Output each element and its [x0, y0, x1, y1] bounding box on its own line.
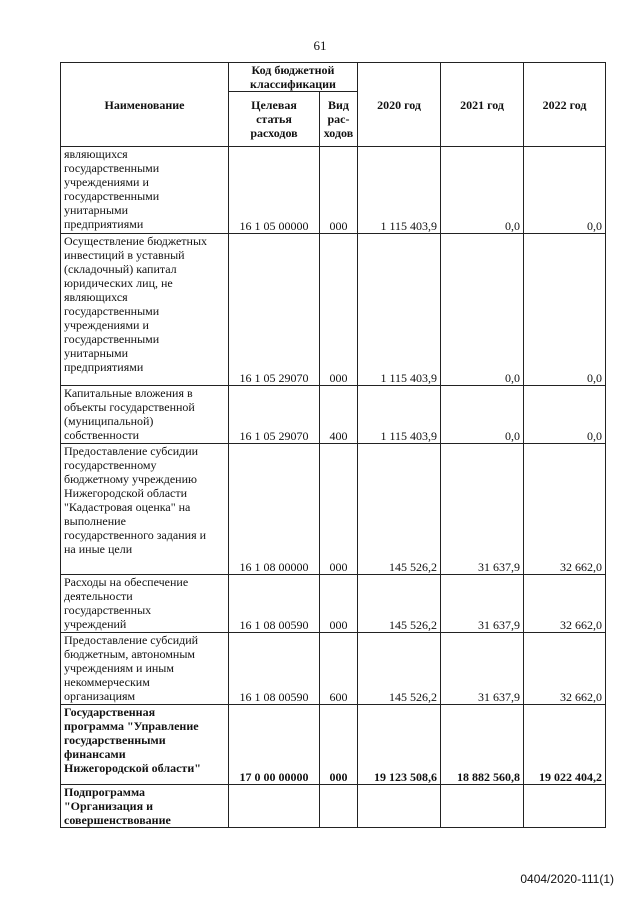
table-row	[61, 633, 606, 705]
row-value-2020: 1 115 403,9	[358, 234, 441, 386]
header-target: Целевая статья расходов	[229, 92, 320, 147]
row-target-code: 17 0 00 00000	[229, 705, 320, 785]
table-row	[61, 147, 606, 234]
row-value-2022: 32 662,0	[524, 444, 606, 575]
row-name: Предоставление субсидии государственному бюджетному учреждению Нижегородской области "Кадастровая оценка" на выполнение государственного задания и на иные цели	[61, 444, 229, 575]
row-target-code: 16 1 08 00590	[229, 575, 320, 633]
header-2020: 2020 год	[358, 63, 441, 147]
row-value-2020	[358, 785, 441, 828]
row-target-code: 16 1 05 00000	[229, 147, 320, 234]
row-name: Расходы на обеспечение деятельности государственных учреждений	[61, 575, 229, 633]
row-expense-type: 600	[320, 633, 358, 705]
row-target-code: 16 1 05 29070	[229, 234, 320, 386]
table-row	[61, 386, 606, 444]
page-number: 61	[313, 38, 327, 53]
row-value-2022	[524, 785, 606, 828]
row-expense-type: 000	[320, 705, 358, 785]
row-value-2022: 0,0	[524, 234, 606, 386]
table-body	[61, 147, 606, 828]
row-value-2020: 1 115 403,9	[358, 386, 441, 444]
row-value-2022: 19 022 404,2	[524, 705, 606, 785]
document-code: 0404/2020-111(1)	[520, 872, 614, 886]
row-name: Капитальные вложения в объекты государственной (муниципальной) собственности	[61, 386, 229, 444]
row-value-2022: 32 662,0	[524, 633, 606, 705]
row-value-2022: 0,0	[524, 147, 606, 234]
table-row	[61, 234, 606, 386]
header-code-group: Код бюджетной классификации	[229, 63, 358, 92]
row-value-2022: 0,0	[524, 386, 606, 444]
row-value-2020: 145 526,2	[358, 575, 441, 633]
row-target-code: 16 1 05 29070	[229, 386, 320, 444]
table-row	[61, 575, 606, 633]
row-value-2021: 31 637,9	[441, 444, 524, 575]
row-expense-type: 400	[320, 386, 358, 444]
row-name: Предоставление субсидий бюджетным, автономным учреждениям и иным некоммерческим организациям	[61, 633, 229, 705]
row-expense-type	[320, 785, 358, 828]
row-value-2020: 145 526,2	[358, 633, 441, 705]
header-2021: 2021 год	[441, 63, 524, 147]
header-name: Наименование	[61, 63, 229, 147]
row-name: являющихся государственными учреждениями и государственными унитарными предприятиями	[61, 147, 229, 234]
row-value-2020: 145 526,2	[358, 444, 441, 575]
row-value-2021	[441, 785, 524, 828]
row-value-2022: 32 662,0	[524, 575, 606, 633]
table-row	[61, 444, 606, 575]
row-target-code: 16 1 08 00590	[229, 633, 320, 705]
header-2022: 2022 год	[524, 63, 606, 147]
row-value-2021: 0,0	[441, 386, 524, 444]
row-target-code: 16 1 08 00000	[229, 444, 320, 575]
row-value-2021: 31 637,9	[441, 575, 524, 633]
row-name: Осуществление бюджетных инвестиций в уставный (складочный) капитал юридических лиц, не являющихся государственными учреждениями и государственными унитарными предприятиями	[61, 234, 229, 386]
budget-table	[60, 62, 606, 828]
row-value-2021: 0,0	[441, 147, 524, 234]
table-row	[61, 785, 606, 828]
row-target-code	[229, 785, 320, 828]
row-expense-type: 000	[320, 444, 358, 575]
row-value-2021: 18 882 560,8	[441, 705, 524, 785]
row-value-2021: 0,0	[441, 234, 524, 386]
row-expense-type: 000	[320, 234, 358, 386]
row-name: Подпрограмма "Организация и совершенствование	[61, 785, 229, 828]
row-value-2020: 19 123 508,6	[358, 705, 441, 785]
header-vid: Вид рас- ходов	[320, 92, 358, 147]
row-name: Государственная программа "Управление государственными финансами Нижегородской области"	[61, 705, 229, 785]
row-expense-type: 000	[320, 575, 358, 633]
table-row	[61, 705, 606, 785]
row-value-2020: 1 115 403,9	[358, 147, 441, 234]
row-value-2021: 31 637,9	[441, 633, 524, 705]
row-expense-type: 000	[320, 147, 358, 234]
